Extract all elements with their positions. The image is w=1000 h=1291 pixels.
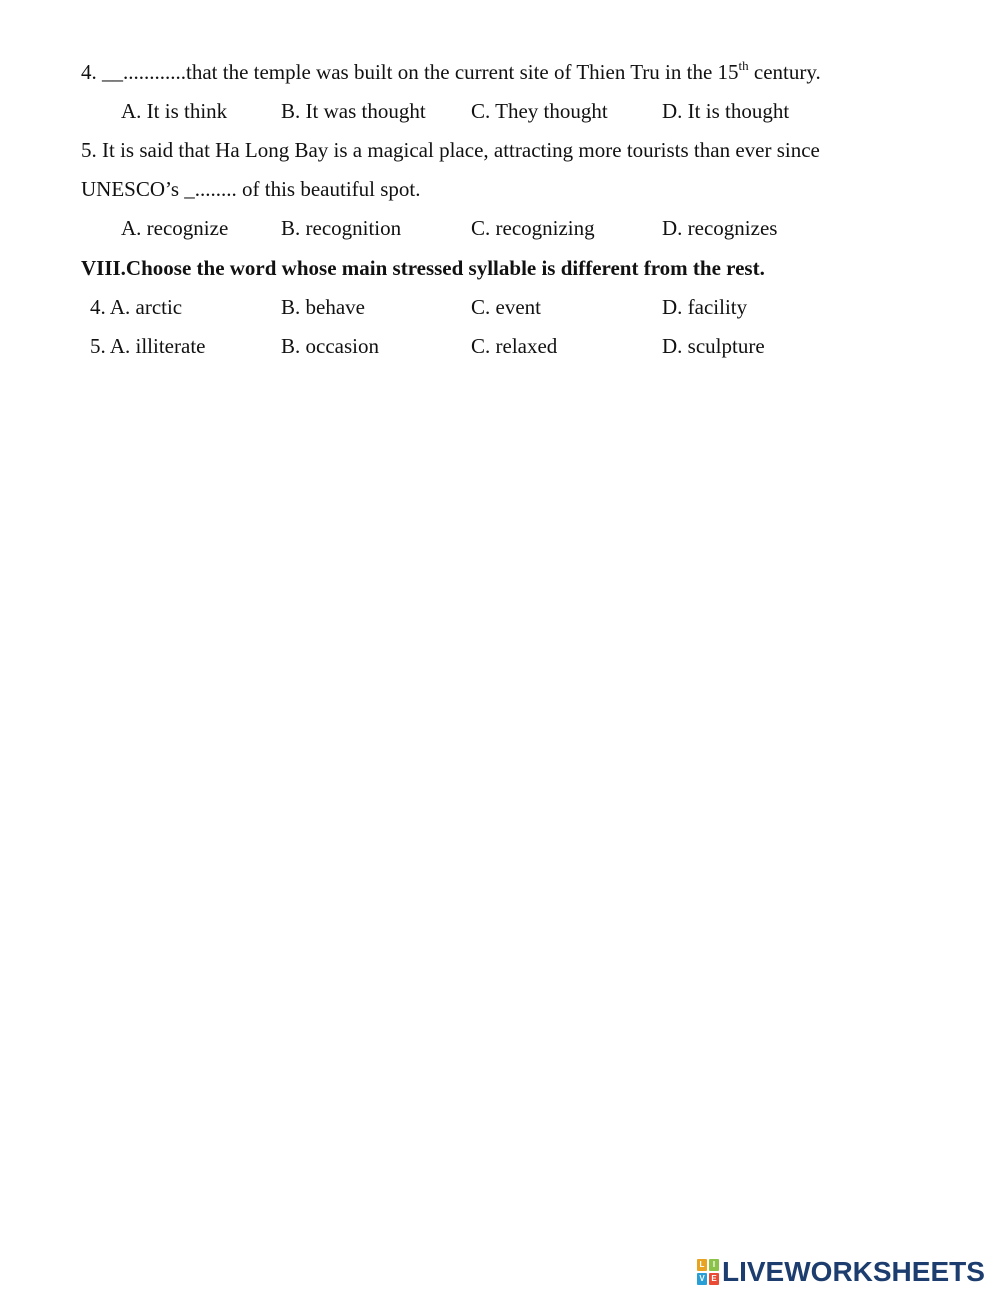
question-4-option-b[interactable]: B. It was thought xyxy=(281,99,426,123)
question-5-option-d[interactable]: D. recognizes xyxy=(662,216,778,240)
section-8-heading: VIII.Choose the word whose main stressed syllable is different from the rest. xyxy=(81,256,765,280)
logo-mark-letter-v: V xyxy=(697,1273,707,1285)
question-5-stem-line-2: UNESCO’s _........ of this beautiful spot. xyxy=(81,177,421,201)
question-5-option-b[interactable]: B. recognition xyxy=(281,216,402,240)
question-4-superscript: th xyxy=(738,58,749,73)
logo-mark-letter-e: E xyxy=(709,1273,719,1285)
section-8-q5-option-c[interactable]: C. relaxed xyxy=(471,334,558,358)
section-8-q4-option-c[interactable]: C. event xyxy=(471,295,541,319)
logo-mark-letter-l: L xyxy=(697,1259,707,1271)
question-4-text-end: century. xyxy=(748,60,821,84)
liveworksheets-logo-text: LIVEWORKSHEETS xyxy=(722,1256,985,1287)
section-8-q5-option-a[interactable]: 5. A. illiterate xyxy=(90,334,206,358)
question-4-text: 4. __............that the temple was built on the current site of Thien Tru in the 15 xyxy=(81,60,739,84)
section-8-q4-option-d[interactable]: D. facility xyxy=(662,295,748,319)
section-8-q4-option-a[interactable]: 4. A. arctic xyxy=(90,295,183,319)
question-5-option-a[interactable]: A. recognize xyxy=(121,216,229,240)
section-8-q5-option-d[interactable]: D. sculpture xyxy=(662,334,765,358)
liveworksheets-logo-icon xyxy=(697,1259,719,1285)
liveworksheets-logo xyxy=(697,1257,985,1287)
question-5-option-c[interactable]: C. recognizing xyxy=(471,216,595,240)
question-4-stem xyxy=(81,60,821,84)
section-8-q4-option-b[interactable]: B. behave xyxy=(281,295,365,319)
question-5-stem-line-1: 5. It is said that Ha Long Bay is a magical place, attracting more tourists than ever since xyxy=(81,138,820,162)
question-4-option-d[interactable]: D. It is thought xyxy=(662,99,790,123)
section-8-q5-option-b[interactable]: B. occasion xyxy=(281,334,379,358)
question-4-option-a[interactable]: A. It is think xyxy=(121,99,228,123)
question-4-option-c[interactable]: C. They thought xyxy=(471,99,608,123)
logo-mark-letter-i: I xyxy=(709,1259,719,1271)
